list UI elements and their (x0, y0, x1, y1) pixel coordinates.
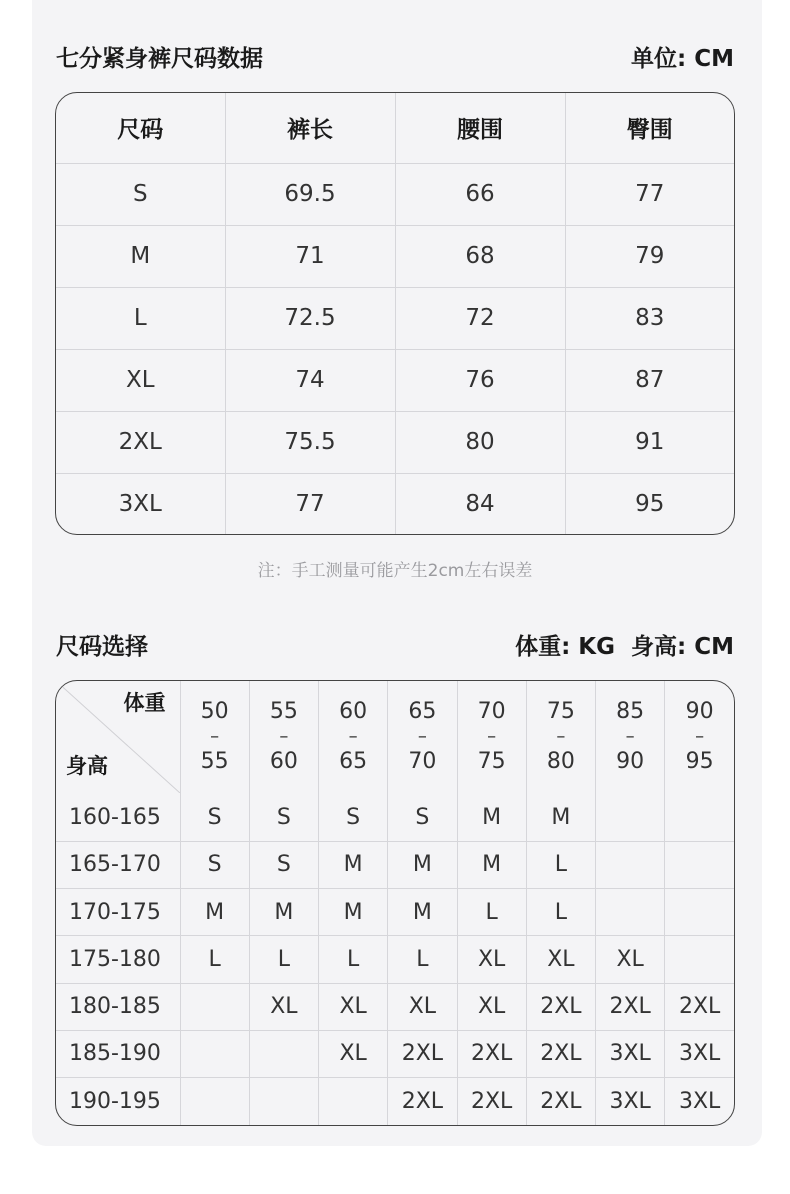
weight-range-max: 70 (408, 749, 437, 775)
size-cell: 2XL (526, 1030, 595, 1077)
size-cell: M (457, 794, 526, 841)
size-cell: M (180, 888, 249, 935)
size-cell: XL (319, 983, 388, 1030)
weight-range-header (388, 681, 457, 794)
size-cell (596, 794, 665, 841)
header-waist: 腰围 (395, 93, 565, 163)
size-cell (249, 1078, 318, 1125)
table-cell: L (56, 287, 225, 349)
table-cell: 76 (395, 349, 565, 411)
weight-range-header (457, 681, 526, 794)
size-cell: 2XL (457, 1030, 526, 1077)
corner-height-label: 身高 (66, 753, 108, 778)
table-cell: 77 (565, 163, 734, 225)
size-cell: 2XL (665, 983, 734, 1030)
table-cell: 87 (565, 349, 734, 411)
weight-range-min: 85 (616, 699, 645, 725)
weight-range-dash: – (487, 726, 497, 748)
size-cell: S (249, 794, 318, 841)
height-range-label: 175-180 (56, 936, 180, 983)
table-row (56, 163, 734, 225)
size-cell: XL (457, 936, 526, 983)
section2-title: 尺码选择 (56, 634, 148, 660)
size-cell (665, 794, 734, 841)
size-cell: 2XL (596, 983, 665, 1030)
section2-unit: 体重: KG 身高: CM (515, 634, 734, 660)
pants-size-table (55, 92, 735, 535)
table-row (56, 936, 734, 983)
size-cell: S (319, 794, 388, 841)
weight-range-header (319, 681, 388, 794)
height-range-label: 190-195 (56, 1078, 180, 1125)
size-cell: 3XL (665, 1030, 734, 1077)
size-cell: L (180, 936, 249, 983)
table-cell: 79 (565, 225, 734, 287)
weight-range-min: 55 (269, 699, 298, 725)
weight-range-header (665, 681, 734, 794)
size-cell: XL (596, 936, 665, 983)
weight-header-row (56, 681, 734, 794)
table-header-row (56, 93, 734, 163)
weight-range-dash: – (348, 726, 358, 748)
table-cell: 69.5 (225, 163, 395, 225)
measurement-note: 注：手工测量可能产生2cm左右误差 (257, 561, 533, 581)
size-cell: XL (249, 983, 318, 1030)
size-cell: XL (526, 936, 595, 983)
weight-range-min: 70 (477, 699, 506, 725)
table-cell: 75.5 (225, 411, 395, 473)
size-cell: 2XL (388, 1030, 457, 1077)
table-cell: 80 (395, 411, 565, 473)
weight-range-max: 95 (685, 749, 714, 775)
height-range-label: 160-165 (56, 794, 180, 841)
size-cell: M (319, 888, 388, 935)
size-cell: 2XL (526, 1078, 595, 1125)
weight-range-min: 65 (408, 699, 437, 725)
table-cell: S (56, 163, 225, 225)
weight-range-min: 50 (200, 699, 229, 725)
size-cell: M (249, 888, 318, 935)
corner-cell (56, 681, 180, 794)
size-cell (596, 841, 665, 888)
section1-title: 七分紧身裤尺码数据 (56, 46, 263, 72)
size-cell: 3XL (596, 1030, 665, 1077)
size-cell: L (249, 936, 318, 983)
weight-range-min: 75 (546, 699, 575, 725)
size-cell: 2XL (457, 1078, 526, 1125)
weight-range-max: 80 (546, 749, 575, 775)
table-cell: M (56, 225, 225, 287)
weight-range-dash: – (625, 726, 635, 748)
corner-weight-label: 体重 (123, 691, 166, 715)
height-range-label: 185-190 (56, 1030, 180, 1077)
size-cell: M (526, 794, 595, 841)
table-row (56, 1030, 734, 1077)
weight-range-dash: – (417, 726, 427, 748)
size-cell: S (388, 794, 457, 841)
size-cell (665, 888, 734, 935)
table-cell: 83 (565, 287, 734, 349)
section1-unit: 单位: CM (631, 46, 734, 72)
table-row (56, 287, 734, 349)
weight-range-dash: – (210, 726, 220, 748)
table-cell: 74 (225, 349, 395, 411)
size-cell (180, 983, 249, 1030)
size-selection-table (55, 680, 735, 1126)
table-cell: 91 (565, 411, 734, 473)
size-cell: S (180, 794, 249, 841)
weight-range-max: 90 (616, 749, 645, 775)
weight-range-max: 65 (339, 749, 368, 775)
size-cell: M (388, 888, 457, 935)
table-row (56, 841, 734, 888)
table-cell: 3XL (56, 473, 225, 535)
header-hip: 臀围 (565, 93, 734, 163)
size-cell: L (319, 936, 388, 983)
size-cell: L (526, 888, 595, 935)
size-cell: 2XL (526, 983, 595, 1030)
height-range-label: 180-185 (56, 983, 180, 1030)
header-size: 尺码 (56, 93, 225, 163)
height-range-label: 170-175 (56, 888, 180, 935)
header-pants-length: 裤长 (225, 93, 395, 163)
size-cell (665, 936, 734, 983)
size-cell: M (457, 841, 526, 888)
size-cell: S (180, 841, 249, 888)
size-cell (596, 888, 665, 935)
size-cell (180, 1030, 249, 1077)
weight-range-min: 90 (685, 699, 714, 725)
table-row (56, 794, 734, 841)
table-cell: 71 (225, 225, 395, 287)
table-row (56, 349, 734, 411)
weight-range-header (526, 681, 595, 794)
size-cell (249, 1030, 318, 1077)
size-cell: XL (388, 983, 457, 1030)
table-row (56, 983, 734, 1030)
table-cell: 72 (395, 287, 565, 349)
size-cell: 3XL (596, 1078, 665, 1125)
weight-range-dash: – (279, 726, 289, 748)
height-range-label: 165-170 (56, 841, 180, 888)
weight-range-dash: – (695, 726, 705, 748)
weight-range-header (596, 681, 665, 794)
weight-range-min: 60 (339, 699, 368, 725)
table-row (56, 411, 734, 473)
table-cell: 2XL (56, 411, 225, 473)
weight-range-max: 75 (477, 749, 506, 775)
size-cell: 2XL (388, 1078, 457, 1125)
size-cell: M (319, 841, 388, 888)
table-row (56, 225, 734, 287)
table-cell: 77 (225, 473, 395, 535)
size-cell (665, 841, 734, 888)
table-cell: 66 (395, 163, 565, 225)
size-cell: L (526, 841, 595, 888)
weight-range-header (180, 681, 249, 794)
table-row (56, 888, 734, 935)
size-cell (319, 1078, 388, 1125)
table-row (56, 1078, 734, 1125)
size-cell: XL (319, 1030, 388, 1077)
size-cell: L (457, 888, 526, 935)
size-cell: S (249, 841, 318, 888)
weight-range-header (249, 681, 318, 794)
weight-range-max: 60 (269, 749, 298, 775)
size-cell: 3XL (665, 1078, 734, 1125)
table-cell: 95 (565, 473, 734, 535)
table-cell: 72.5 (225, 287, 395, 349)
weight-range-max: 55 (200, 749, 229, 775)
size-cell: L (388, 936, 457, 983)
weight-range-dash: – (556, 726, 566, 748)
size-cell: XL (457, 983, 526, 1030)
table-cell: 84 (395, 473, 565, 535)
size-cell: M (388, 841, 457, 888)
table-row (56, 473, 734, 535)
table-cell: 68 (395, 225, 565, 287)
size-cell (180, 1078, 249, 1125)
table-cell: XL (56, 349, 225, 411)
